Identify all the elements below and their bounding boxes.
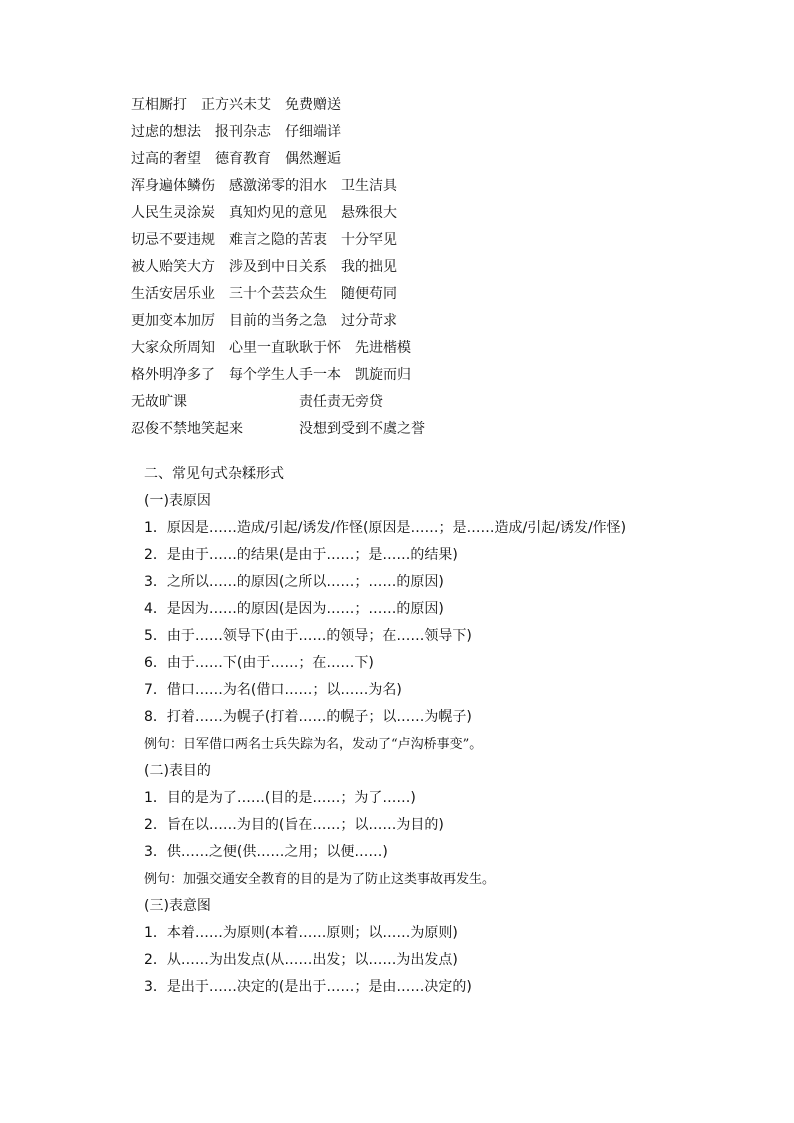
phrase: 生活安居乐业 [131,286,215,302]
phrase: 正方兴未艾 [201,97,271,113]
document-content [131,92,751,1001]
section-title: 二、常见句式杂糅形式 [144,466,284,482]
list-item: 3．是出于……决定的(是出于……；是由……决定的) [144,979,472,995]
phrase: 过高的奢望 [131,151,201,167]
phrase: 浑身遍体鳞伤 [131,178,215,194]
phrase-row [131,308,751,335]
phrase: 过虑的想法 [131,124,201,140]
phrase: 报刊杂志 [215,124,271,140]
phrase: 目前的当务之急 [229,313,327,329]
phrase: 偶然邂逅 [285,151,341,167]
phrase-row [131,254,751,281]
list-item: 2．是由于……的结果(是由于……；是……的结果) [144,547,458,563]
phrase: 随便苟同 [341,286,397,302]
phrase: 人民生灵涂炭 [131,205,215,221]
group-heading: (二)表目的 [144,763,211,779]
phrase: 互相厮打 [131,97,187,113]
phrase-row [131,281,751,308]
phrase-row [131,227,751,254]
phrase: 十分罕见 [341,232,397,248]
phrase-row [131,146,751,173]
phrase: 难言之隐的苦衷 [229,232,327,248]
phrase: 切忌不要违规 [131,232,215,248]
phrase-row [131,92,751,119]
list-item: 5．由于……领导下(由于……的领导；在……领导下) [144,628,472,644]
phrase: 感激涕零的泪水 [229,178,327,194]
phrase: 涉及到中日关系 [229,259,327,275]
phrase: 先进楷模 [355,340,411,356]
phrase: 没想到受到不虞之誉 [299,421,425,437]
phrase-row [131,200,751,227]
list-item: 1．目的是为了……(目的是……；为了……) [144,790,416,806]
example-sentence: 例句：加强交通安全教育的目的是为了防止这类事故再发生。 [144,872,496,887]
phrase: 仔细端详 [285,124,341,140]
phrase-row [131,335,751,362]
list-item: 2．旨在以……为目的(旨在……；以……为目的) [144,817,444,833]
phrase: 三十个芸芸众生 [229,286,327,302]
phrase: 忍俊不禁地笑起来 [131,421,243,437]
phrase: 真知灼见的意见 [229,205,327,221]
list-item: 1．原因是……造成/引起/诱发/作怪(原因是……；是……造成/引起/诱发/作怪) [144,520,627,536]
list-item: 8．打着……为幌子(打着……的幌子；以……为幌子) [144,709,472,725]
example-sentence: 例句：日军借口两名士兵失踪为名，发动了“卢沟桥事变”。 [144,737,483,752]
phrase: 免费赠送 [285,97,341,113]
phrase: 心里一直耿耿于怀 [229,340,341,356]
phrase-row [131,362,751,389]
list-item: 2．从……为出发点(从……出发；以……为出发点) [144,952,458,968]
group-heading: (三)表意图 [144,898,211,914]
phrase: 更加变本加厉 [131,313,215,329]
phrase: 凯旋而归 [355,367,411,383]
phrase-row-two-col [131,389,751,416]
phrase: 责任责无旁贷 [299,394,383,410]
list-item: 3．供……之便(供……之用；以便……) [144,844,388,860]
phrase: 我的拙见 [341,259,397,275]
phrase: 每个学生人手一本 [229,367,341,383]
list-item: 3．之所以……的原因(之所以……；……的原因) [144,574,444,590]
list-item: 6．由于……下(由于……；在……下) [144,655,374,671]
phrase: 无故旷课 [131,394,187,410]
phrase: 过分苛求 [341,313,397,329]
phrase-row [131,173,751,200]
list-item: 4．是因为……的原因(是因为……；……的原因) [144,601,444,617]
phrase: 德育教育 [215,151,271,167]
phrase: 格外明净多了 [131,367,215,383]
phrase: 大家众所周知 [131,340,215,356]
group-heading: (一)表原因 [144,493,211,509]
phrase: 卫生洁具 [341,178,397,194]
phrase: 被人贻笑大方 [131,259,215,275]
phrase-row-two-col [131,416,751,443]
list-item: 7．借口……为名(借口……；以……为名) [144,682,402,698]
phrase-row [131,119,751,146]
list-item: 1．本着……为原则(本着……原则；以……为原则) [144,925,458,941]
phrase: 悬殊很大 [341,205,397,221]
